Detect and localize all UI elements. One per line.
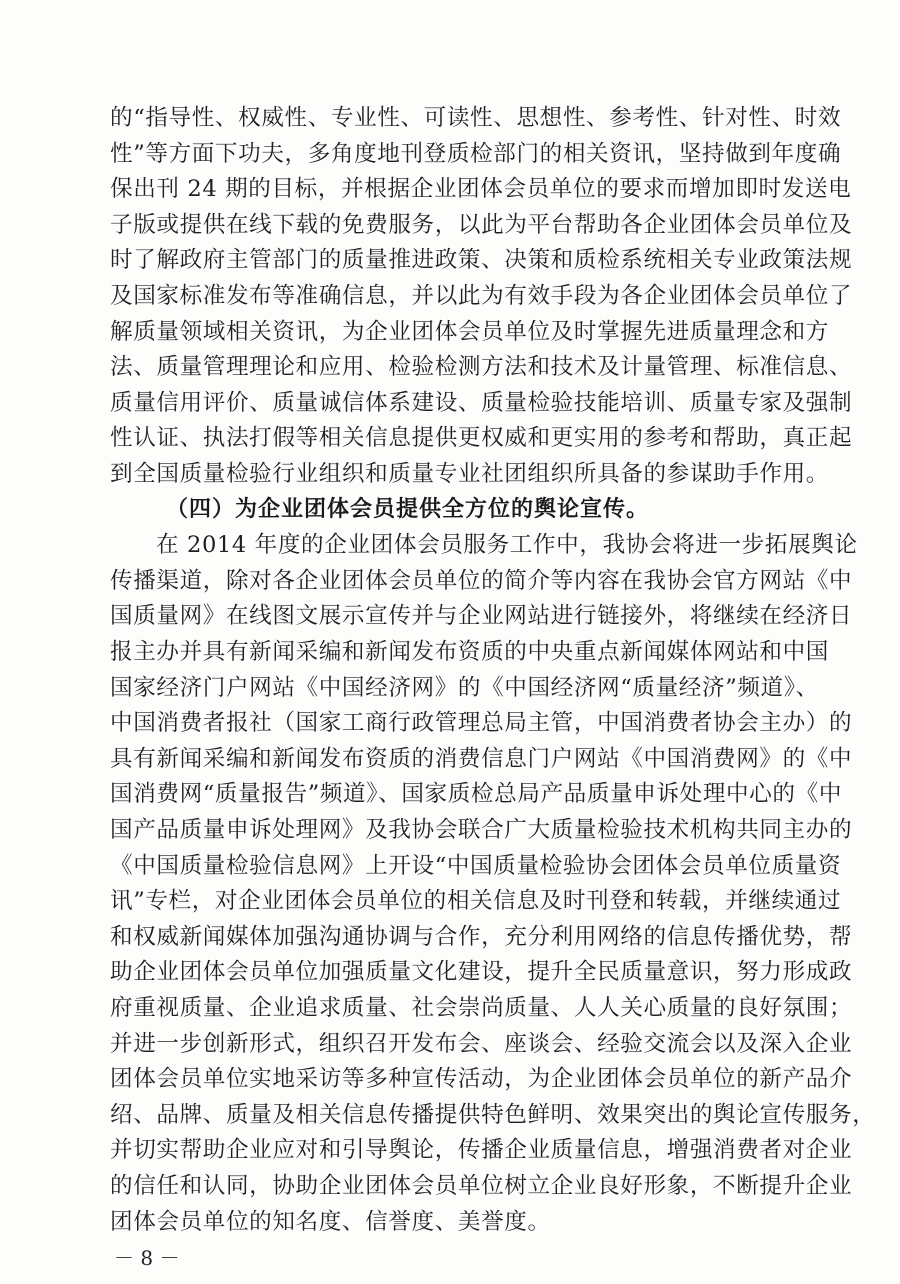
text-line: 性认证、执法打假等相关信息提供更权威和更实用的参考和帮助，真正起	[110, 425, 853, 452]
text-line: 解质量领域相关资讯，为企业团体会员单位及时掌握先进质量理念和方	[110, 318, 830, 345]
text-line: 国消费网“质量报告”频道》、国家质检总局产品质量申诉处理中心的《中	[110, 781, 843, 808]
text-line: 《中国质量检验信息网》上开设“中国质量检验协会团体会员单位质量资	[110, 852, 842, 879]
text-line: 中国消费者报社（国家工商行政管理总局主管，中国消费者协会主办）的	[110, 710, 853, 737]
text-line: 及国家标准发布等准确信息，并以此为有效手段为各企业团体会员单位了	[110, 283, 853, 309]
text-line: 国家经济门户网站《中国经济网》的《中国经济网“质量经济”频道》、	[110, 674, 819, 701]
text-line: 具有新闻采编和新闻发布资质的消费信息门户网站《中国消费网》的《中	[110, 745, 853, 772]
text-line: 传播渠道，除对各企业团体会员单位的简介等内容在我协会官方网站《中	[110, 567, 853, 594]
text-line: 并切实帮助企业应对和引导舆论，传播企业质量信息，增强消费者对企业	[110, 1137, 853, 1164]
text-line: 的“指导性、权威性、专业性、可读性、思想性、参考性、针对性、时效	[110, 105, 842, 131]
text-line: 团体会员单位的知名度、信誉度、美誉度。	[110, 1208, 551, 1235]
text-line: 讯”专栏，对企业团体会员单位的相关信息及时刊登和转载，并继续通过	[110, 888, 842, 915]
text-line: 团体会员单位实地采访等多种宣传活动，为企业团体会员单位的新产品介	[110, 1066, 853, 1093]
text-line: 并进一步创新形式，组织召开发布会、座谈会、经验交流会以及深入企业	[110, 1030, 853, 1057]
text-line: 保出刊 24 期的目标，并根据企业团体会员单位的要求而增加即时发送电	[110, 176, 852, 203]
text-line: 时了解政府主管部门的质量推进政策、决策和质检系统相关专业政策法规	[110, 247, 853, 274]
text-line: 质量信用评价、质量诚信体系建设、质量检验技能培训、质量专家及强制	[110, 389, 853, 416]
text-line: 性”等方面下功夫，多角度地刊登质检部门的相关资讯，坚持做到年度确	[110, 140, 842, 167]
text-line: 报主办并具有新闻采编和新闻发布资质的中央重点新闻媒体网站和中国	[110, 639, 830, 665]
text-line: 助企业团体会员单位加强质量文化建设，提升全民质量意识，努力形成政	[110, 959, 853, 986]
text-line: 绍、品牌、质量及相关信息传播提供特色鲜明、效果突出的舆论宣传服务，	[110, 1101, 876, 1128]
text-line: 法、质量管理理论和应用、检验检测方法和技术及计量管理、标准信息、	[110, 354, 853, 381]
text-line: 国质量网》在线图文展示宣传并与企业网站进行链接外，将继续在经济日	[110, 603, 853, 630]
text-line: 在 2014 年度的企业团体会员服务工作中，我协会将进一步拓展舆论	[156, 532, 858, 559]
text-line: 到全国质量检验行业组织和质量专业社团组织所具备的参谋助手作用。	[110, 461, 830, 487]
text-line: 子版或提供在线下载的免费服务，以此为平台帮助各企业团体会员单位及	[110, 211, 853, 238]
text-line: 国产品质量申诉处理网》及我协会联合广大质量检验技术机构共同主办的	[110, 817, 853, 843]
text-line: 府重视质量、企业追求质量、社会崇尚质量、人人关心质量的良好氛围；	[110, 995, 853, 1021]
text-line: 和权威新闻媒体加强沟通协调与合作，充分利用网络的信息传播优势，帮	[110, 923, 853, 950]
page-number: － 8 －	[114, 1245, 180, 1270]
text-line: 的信任和认同，协助企业团体会员单位树立企业良好形象，不断提升企业	[110, 1173, 853, 1199]
section-heading: （四）为企业团体会员提供全方位的舆论宣传。	[166, 496, 650, 522]
